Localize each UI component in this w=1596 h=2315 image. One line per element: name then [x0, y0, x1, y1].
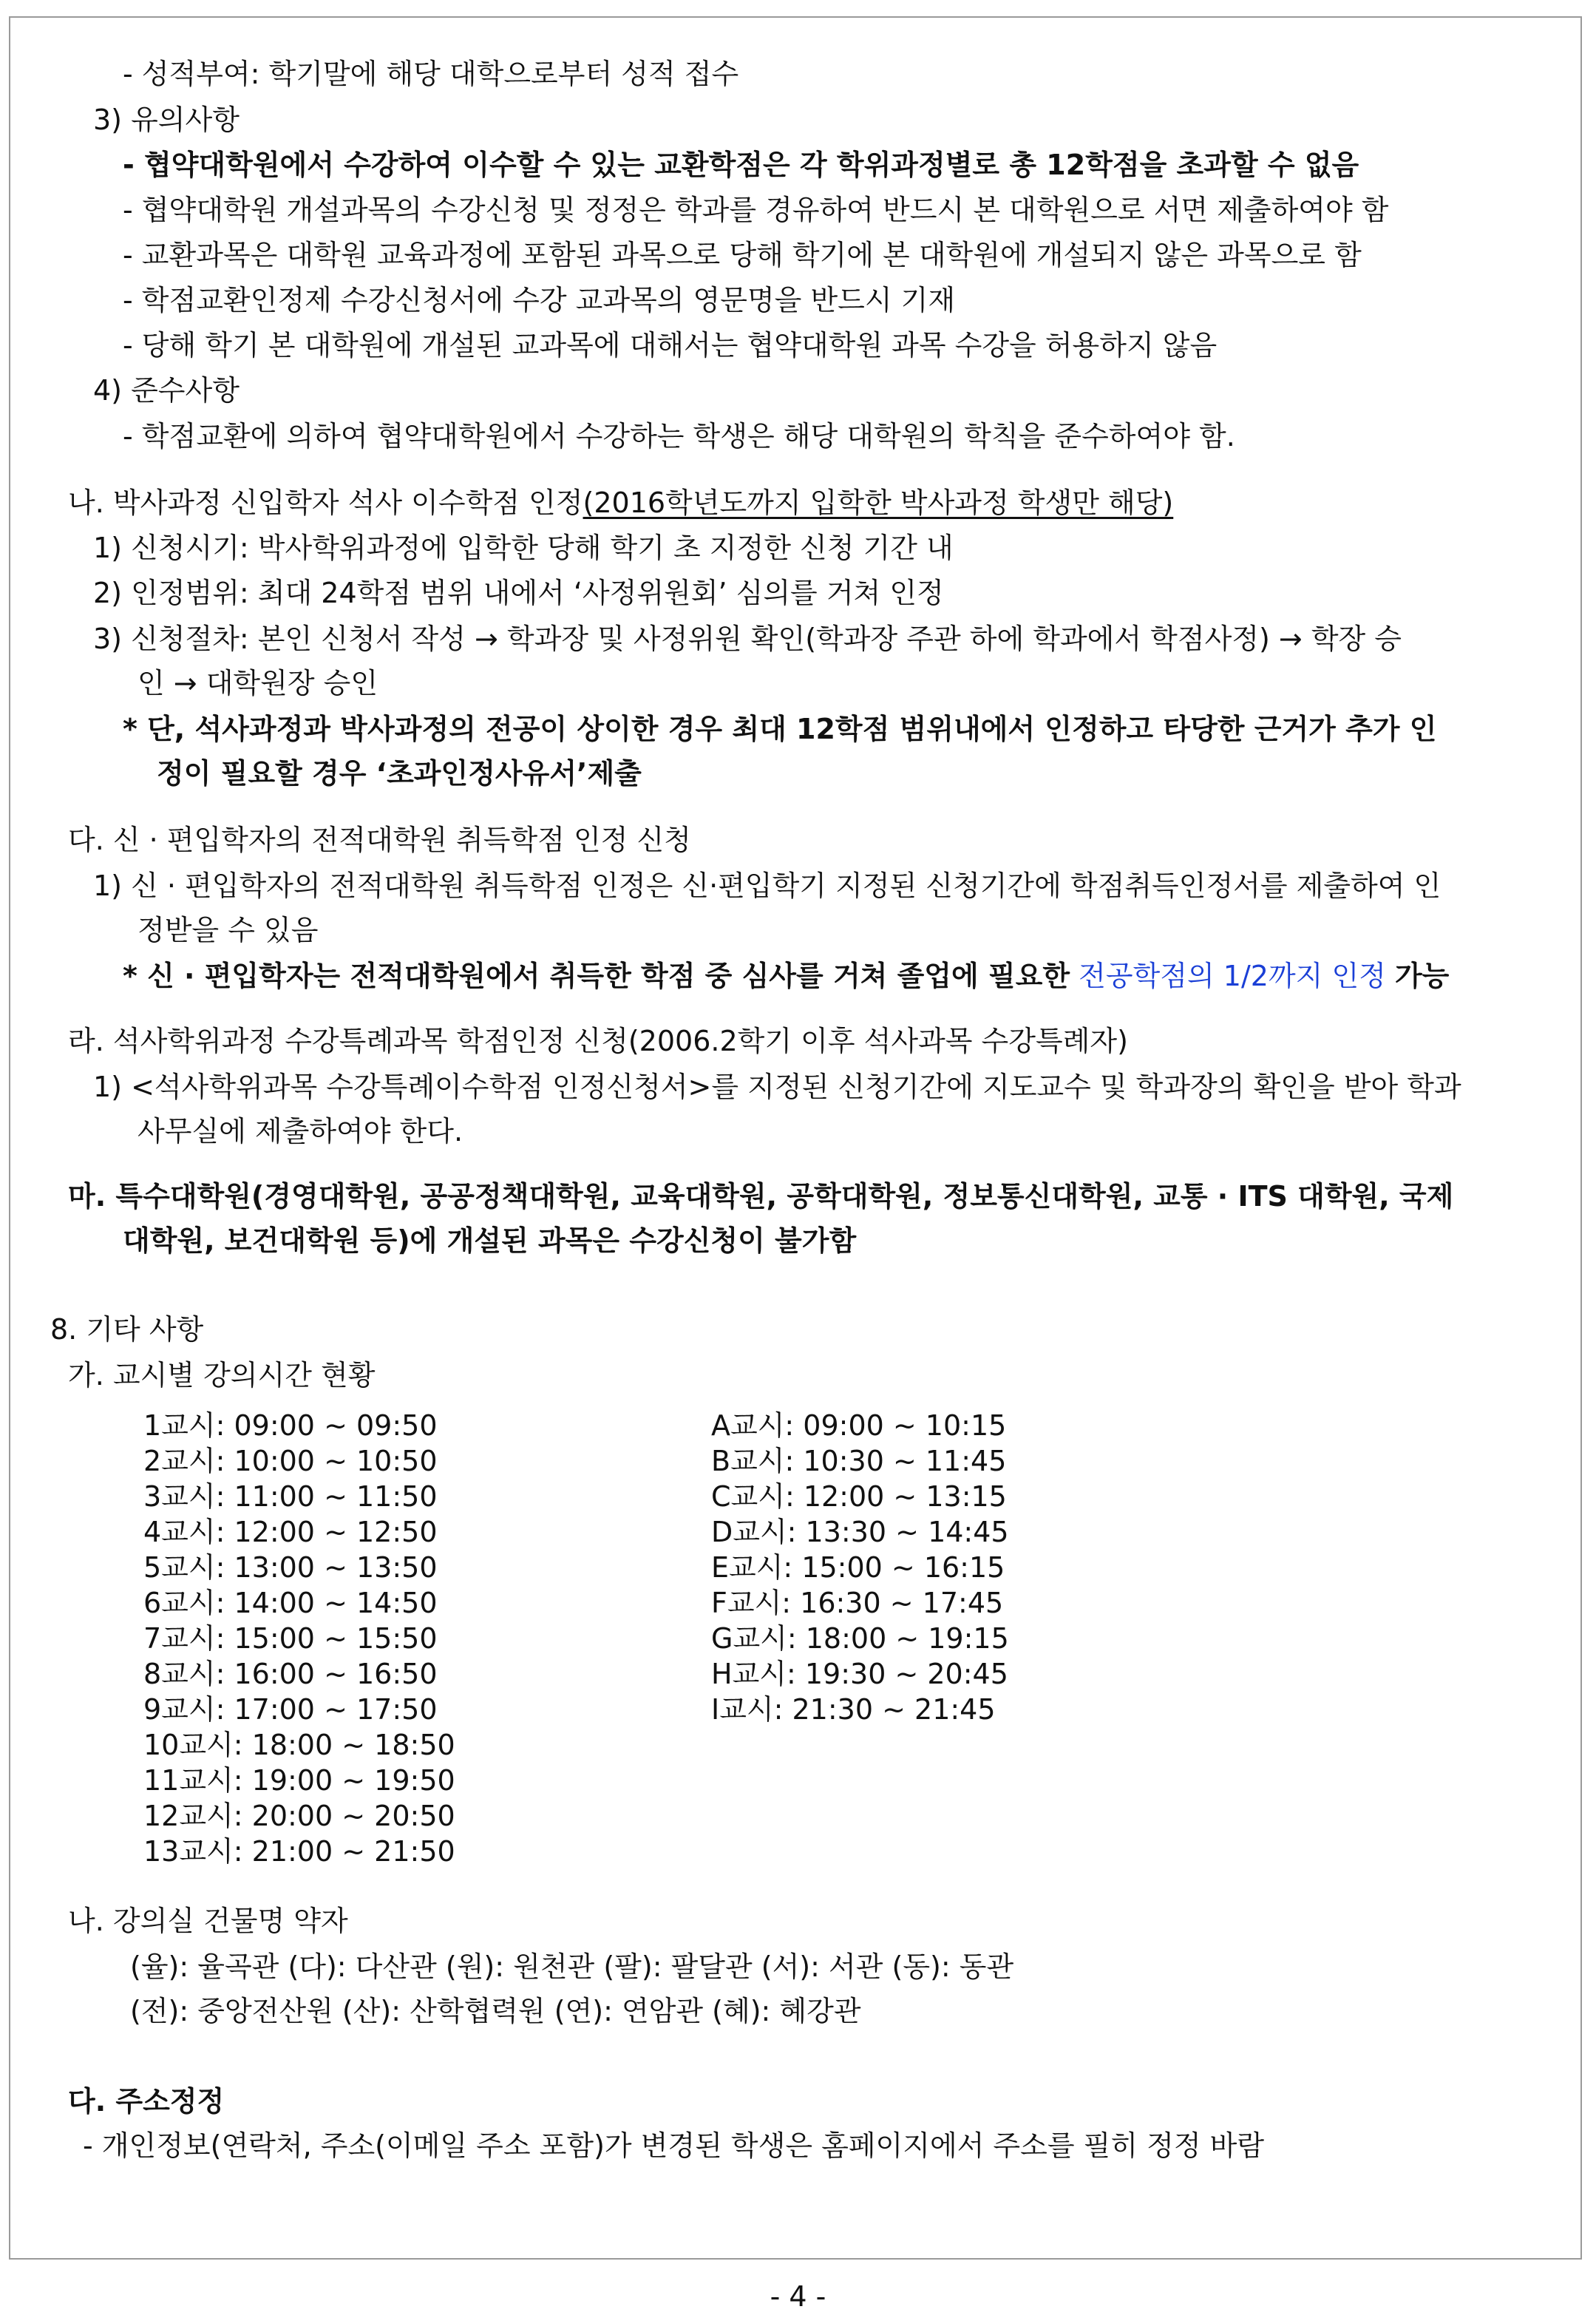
- section-na-heading: [68, 485, 1173, 521]
- section-ra-heading: 라. 석사학위과정 수강특례과목 학점인정 신청(2006.2학기 이후 석사과목 수강특례자): [68, 1025, 1128, 1057]
- section-ma-heading-cont: 대학원, 보건대학원 등)에 개설된 과목은 수강신청이 불가함: [123, 1224, 857, 1257]
- period-list-numbered: [143, 1408, 455, 1869]
- comply-heading: 4) 준수사항: [93, 374, 240, 407]
- period-item: 1교시: 09:00 ~ 09:50: [143, 1409, 438, 1442]
- na-item-3-cont: 인 → 대학원장 승인: [137, 667, 378, 699]
- na-item-2: 2) 인정범위: 최대 24학점 범위 내에서 ‘사정위원회’ 심의를 거쳐 인정: [93, 577, 944, 609]
- period-item: 12교시: 20:00 ~ 20:50: [143, 1800, 455, 1832]
- period-item: 7교시: 15:00 ~ 15:50: [143, 1622, 438, 1655]
- ra-item-1: 1) <석사학위과목 수강특례이수학점 인정신청서>를 지정된 신청기간에 지도교수 및 학과장의 확인을 받아 학과: [93, 1071, 1461, 1103]
- period-item: D교시: 13:30 ~ 14:45: [711, 1516, 1009, 1548]
- na-note-cont: 정이 필요할 경우 ‘초과인정사유서’제출: [157, 757, 642, 790]
- da-item-1: 1) 신 · 편입학자의 전적대학원 취득학점 인정은 신·편입학기 지정된 신청기간에 학점취득인정서를 제출하여 인: [93, 870, 1442, 902]
- address-note: - 개인정보(연락처, 주소(이메일 주소 포함)가 변경된 학생은 홈페이지에서 주소를 필히 정정 바람: [83, 2129, 1265, 2162]
- period-list-lettered: [711, 1408, 1009, 1727]
- period-item: 9교시: 17:00 ~ 17:50: [143, 1693, 438, 1726]
- period-item: 6교시: 14:00 ~ 14:50: [143, 1587, 438, 1619]
- address-heading: 다. 주소정정: [68, 2085, 225, 2118]
- period-item: G교시: 18:00 ~ 19:15: [711, 1622, 1009, 1655]
- period-item: A교시: 09:00 ~ 10:15: [711, 1409, 1007, 1442]
- caution-heading: 3) 유의사항: [93, 104, 240, 136]
- period-item: E교시: 15:00 ~ 16:15: [711, 1551, 1005, 1584]
- period-item: 10교시: 18:00 ~ 18:50: [143, 1729, 455, 1761]
- da-note: [123, 958, 1449, 994]
- ra-item-1-cont: 사무실에 제출하여야 한다.: [137, 1115, 463, 1148]
- na-note: * 단, 석사과정과 박사과정의 전공이 상이한 경우 최대 12학점 범위내에서 인정하고 타당한 근거가 추가 인: [123, 713, 1437, 745]
- period-item: F교시: 16:30 ~ 17:45: [711, 1587, 1004, 1619]
- building-abbr-line-1: (율): 율곡관 (다): 다산관 (원): 원천관 (팔): 팔달관 (서): 서관 (동): 동관: [130, 1950, 1014, 1983]
- caution-item-2: - 협약대학원 개설과목의 수강신청 및 정정은 학과를 경유하여 반드시 본 대학원으로 서면 제출하여야 함: [123, 194, 1389, 226]
- section-da-heading: 다. 신 · 편입학자의 전적대학원 취득학점 인정 신청: [68, 824, 691, 856]
- da-note-suffix: 가능: [1394, 960, 1450, 992]
- period-item: H교시: 19:30 ~ 20:45: [711, 1658, 1008, 1690]
- period-item: I교시: 21:30 ~ 21:45: [711, 1693, 996, 1726]
- da-item-1-cont: 정받을 수 있음: [137, 914, 319, 946]
- section-na-note: (2016학년도까지 입학한 박사과정 학생만 해당): [583, 487, 1174, 519]
- period-item: 5교시: 13:00 ~ 13:50: [143, 1551, 438, 1584]
- caution-item-5: - 당해 학기 본 대학원에 개설된 교과목에 대해서는 협약대학원 과목 수강을 허용하지 않음: [123, 329, 1218, 362]
- period-item: 11교시: 19:00 ~ 19:50: [143, 1764, 455, 1797]
- building-abbr-heading: 나. 강의실 건물명 약자: [68, 1905, 348, 1937]
- building-abbr-line-2: (전): 중앙전산원 (산): 산학협력원 (연): 연암관 (혜): 혜강관: [130, 1995, 861, 2027]
- class-period-heading: 가. 교시별 강의시간 현황: [68, 1359, 376, 1392]
- na-item-3: 3) 신청절차: 본인 신청서 작성 → 학과장 및 사정위원 확인(학과장 주관 하에 학과에서 학점사정) → 학장 승: [93, 623, 1402, 655]
- period-item: C교시: 12:00 ~ 13:15: [711, 1480, 1007, 1513]
- caution-item-1: - 협약대학원에서 수강하여 이수할 수 있는 교환학점은 각 학위과정별로 총 12학점을 초과할 수 없음: [123, 149, 1359, 181]
- comply-item: - 학점교환에 의하여 협약대학원에서 수강하는 학생은 해당 대학원의 학칙을 준수하여야 함.: [123, 420, 1235, 453]
- grade-line: - 성적부여: 학기말에 해당 대학으로부터 성적 접수: [123, 58, 739, 90]
- period-item: 4교시: 12:00 ~ 12:50: [143, 1516, 438, 1548]
- caution-item-4: - 학점교환인정제 수강신청서에 수강 교과목의 영문명을 반드시 기재: [123, 284, 956, 316]
- caution-item-3: - 교환과목은 대학원 교육과정에 포함된 과목으로 당해 학기에 본 대학원에 개설되지 않은 과목으로 함: [123, 239, 1362, 271]
- section-na-title: 나. 박사과정 신입학자 석사 이수학점 인정: [68, 487, 583, 519]
- period-item: 8교시: 16:00 ~ 16:50: [143, 1658, 438, 1690]
- period-item: 13교시: 21:00 ~ 21:50: [143, 1835, 455, 1868]
- na-item-1: 1) 신청시기: 박사학위과정에 입학한 당해 학기 초 지정한 신청 기간 내: [93, 532, 954, 564]
- da-note-text: * 신 · 편입학자는 전적대학원에서 취득한 학점 중 심사를 거쳐 졸업에 필요한: [123, 960, 1070, 992]
- section-ma-heading: 마. 특수대학원(경영대학원, 공공정책대학원, 교육대학원, 공학대학원, 정보통신대학원, 교통 · ITS 대학원, 국제: [68, 1180, 1454, 1213]
- period-item: B교시: 10:30 ~ 11:45: [711, 1445, 1007, 1477]
- da-note-highlight: 전공학점의 1/2까지 인정: [1079, 960, 1386, 992]
- period-item: 2교시: 10:00 ~ 10:50: [143, 1445, 438, 1477]
- page-number: - 4 -: [770, 2280, 826, 2313]
- section-8-heading: 8. 기타 사항: [50, 1313, 204, 1346]
- period-item: 3교시: 11:00 ~ 11:50: [143, 1480, 438, 1513]
